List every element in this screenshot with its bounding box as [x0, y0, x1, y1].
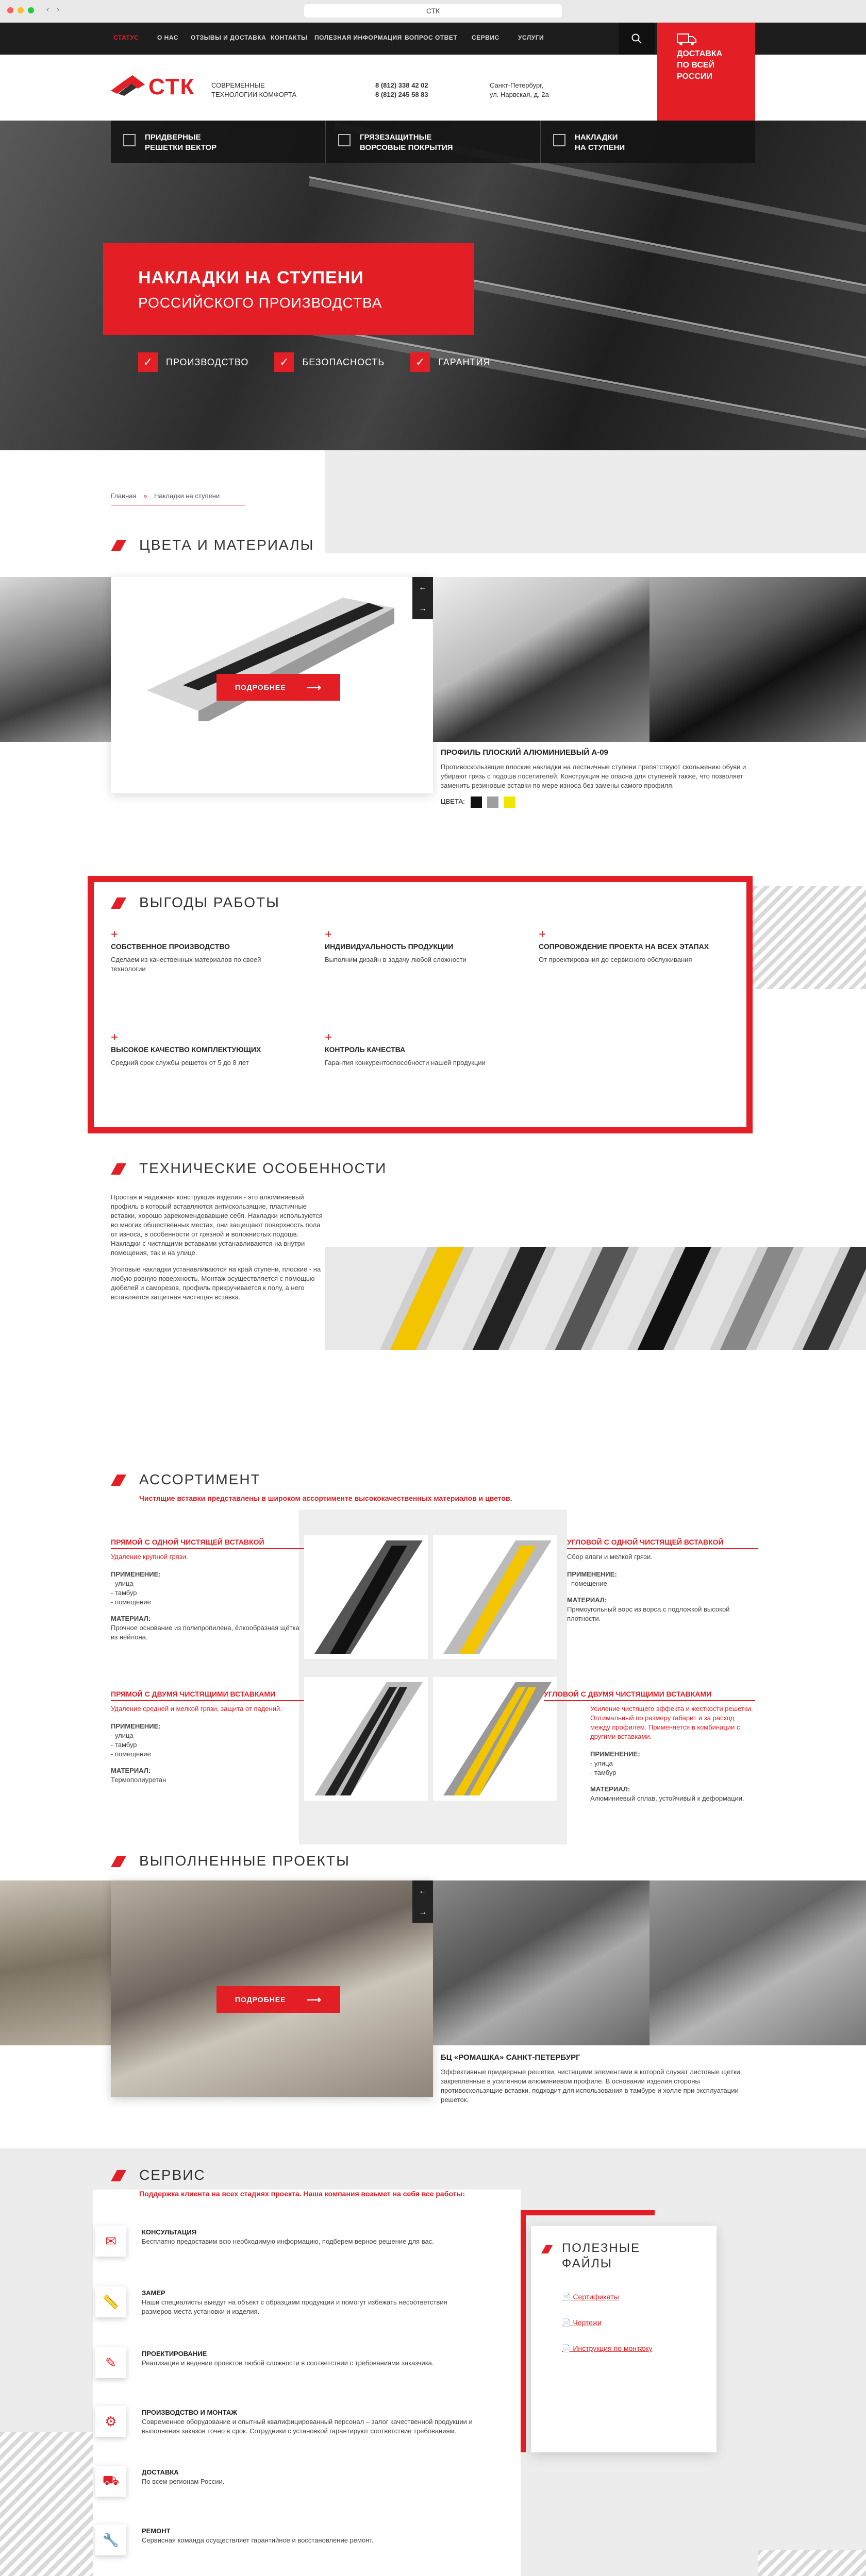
assort-item-right-2	[544, 1690, 755, 1803]
category-nav	[111, 121, 755, 163]
service-item-text: Современное оборудование и опытный квалифицированный персонал – залог качественной продукции и выполнения заказов точно в срок. Сотрудники с установкой гарантируют соответствие требованиям.	[142, 2418, 473, 2435]
close-window-icon[interactable]	[7, 7, 13, 13]
nav-item-info[interactable]: ПОЛЕЗНАЯ ИНФОРМАЦИЯ	[314, 34, 402, 41]
search-button[interactable]	[619, 23, 655, 55]
arrow-left-icon[interactable]: ←	[419, 583, 427, 592]
truck-icon	[677, 32, 697, 46]
assort-title: АССОРТИМЕНТ	[139, 1471, 261, 1487]
nav-item-contacts[interactable]: КОНТАКТЫ	[271, 34, 308, 41]
header-city: Санкт-Петербург,	[490, 81, 543, 89]
check-icon: ✓	[274, 352, 294, 372]
check-icon: ✓	[410, 352, 430, 372]
assort-item-title: ПРЯМОЙ С ОДНОЙ ЧИСТЯЩЕЙ ВСТАВКОЙ	[111, 1538, 307, 1549]
maximize-window-icon[interactable]	[28, 7, 34, 13]
assort-item-title: УГЛОВОЙ С ОДНОЙ ЧИСТЯЩЕЙ ВСТАВКОЙ	[567, 1538, 758, 1549]
benefits-title: ВЫГОДЫ РАБОТЫ	[139, 894, 280, 910]
benefit-title: СОПРОВОЖДЕНИЕ ПРОЕКТА НА ВСЕХ ЭТАПАХ	[539, 942, 709, 951]
service-item-title: ЗАМЕР	[142, 2289, 165, 2297]
assort-item-mat-label: МАТЕРИАЛ:	[111, 1615, 151, 1622]
nav-item-status[interactable]: СТАТУС	[113, 34, 139, 41]
benefit-text: Выполним дизайн в задачу любой сложности	[325, 956, 467, 963]
details-button[interactable]	[216, 674, 340, 701]
hatch-decoration	[758, 2550, 866, 2576]
profiles-photo	[325, 1247, 866, 1350]
arrow-right-icon[interactable]: →	[419, 604, 427, 613]
product-thumb[interactable]	[433, 1677, 557, 1801]
product-image[interactable]	[433, 577, 649, 742]
breadcrumb-current: Накладки на ступени	[154, 492, 220, 500]
delivery-badge	[657, 23, 755, 121]
service-card	[93, 2190, 521, 2576]
benefit-item	[111, 1030, 276, 1067]
service-item-text: Наши специалисты выедут на объект с образцами продукции и помогут избежать несоответствия размеров места установки и изделия.	[142, 2298, 447, 2315]
category-coverings-line2: ВОРСОВЫЕ ПОКРЫТИЯ	[360, 143, 453, 152]
feature-safety	[274, 352, 385, 372]
assort-item-right-1	[567, 1538, 758, 1623]
file-link-label: Инструкция по монтажу	[573, 2344, 653, 2352]
hero-features	[138, 352, 491, 372]
benefit-title: СОБСТВЕННОЕ ПРОИЗВОДСТВО	[111, 942, 230, 951]
assort-item-mat-label: МАТЕРИАЛ:	[111, 1767, 151, 1774]
details-button-label: ПОДРОБНЕЕ	[235, 683, 286, 691]
service-item-text: Реализация и ведение проектов любой сложности в соответствии с требованиями заказчика.	[142, 2359, 434, 2367]
plus-icon: +	[325, 927, 332, 941]
section-marker-icon	[111, 1856, 126, 1867]
benefit-title: ИНДИВИДУАЛЬНОСТЬ ПРОДУКЦИИ	[325, 942, 454, 951]
assort-item-app-list: - улица - тамбур - помещение	[111, 1580, 151, 1606]
breadcrumb-separator: »	[143, 492, 147, 500]
category-grates[interactable]	[111, 121, 326, 163]
nav-item-services[interactable]: УСЛУГИ	[518, 34, 544, 41]
benefits-grid	[111, 927, 729, 1113]
plus-icon: +	[111, 927, 119, 941]
assort-item-left-1	[111, 1538, 307, 1642]
assort-item-app-list: - улица - тамбур - помещение	[111, 1732, 151, 1758]
files-title-line1: ПОЛЕЗНЫЕ	[562, 2241, 640, 2255]
carousel-controls	[412, 577, 433, 619]
stairs-icon	[553, 134, 565, 146]
service-item-text: Бесплатно предоставим всю необходимую информацию, подберем верное решение для вас.	[142, 2238, 434, 2245]
service-item-title: ПРОИЗВОДСТВО И МОНТАЖ	[142, 2409, 238, 2416]
assort-item-title: ПРЯМОЙ С ДВУМЯ ЧИСТЯЩИМИ ВСТАВКАМИ	[111, 1690, 307, 1701]
featured-product-card	[111, 577, 433, 793]
file-link-instructions[interactable]: 📄 Инструкция по монтажу	[562, 2344, 653, 2352]
delivery-line-3: РОССИИ	[677, 72, 713, 81]
file-link-label: Сертификаты	[573, 2293, 619, 2301]
aluminium-profile-image	[126, 587, 415, 721]
feature-label: ПРОИЗВОДСТВО	[166, 357, 249, 367]
project-image[interactable]	[649, 1880, 866, 2045]
assort-item-app-list: - помещение	[567, 1580, 607, 1587]
breadcrumb-home[interactable]: Главная	[111, 492, 137, 500]
project-image[interactable]	[433, 1880, 649, 2045]
assort-item-app-label: ПРИМЕНЕНИЕ:	[111, 1722, 161, 1730]
hero-title-box	[103, 243, 474, 335]
hatch-decoration	[0, 2432, 93, 2576]
service-item-text: По всем регионам России.	[142, 2478, 225, 2485]
product-description: Противоскользящие плоские накладки на лестничные ступени препятствуют скольжению обуви и убирают грязь с подошв посетителей. Конструкция не опасна для ступеней также, что позволяет заменить резиновые вставки по мере износа без замены самого профиля.	[441, 763, 746, 789]
nav-item-faq[interactable]: ВОПРОС ОТВЕТ	[405, 34, 458, 41]
plus-icon: +	[111, 1030, 119, 1044]
feature-label: БЕЗОПАСНОСТЬ	[302, 357, 385, 367]
projects-title: ВЫПОЛНЕННЫЕ ПРОЕКТЫ	[139, 1853, 350, 1869]
benefit-item	[539, 927, 714, 964]
assort-item-mat-text: Прочное основание из полипропилена, ёлкообразная щётка из нейлона.	[111, 1624, 299, 1641]
section-marker-icon	[111, 1475, 126, 1486]
arrow-right-icon: ⟶	[306, 682, 322, 693]
featured-project-image	[111, 1880, 433, 2097]
section-marker-icon	[111, 540, 126, 551]
tagline-line-2: ТЕХНОЛОГИИ КОМФОРТА	[211, 91, 297, 98]
carpet-icon	[338, 134, 351, 146]
project-image[interactable]	[0, 1880, 111, 2045]
header-phone-2[interactable]: 8 (812) 245 58 83	[375, 91, 428, 98]
grate-icon	[123, 134, 136, 146]
tech-paragraph-1: Простая и надежная конструкция изделия - это алюминиевый профиль в который вставляются антискользящие, пластичные вставки, хорошо зарекомендовавшие себя. Накладки используются во многих общественных местах, они защищают поверхность пола от износа, в особенности от грязной и волокнистых подошв. Накладки с чистящими вставками устанавливаются на внутри помещения, так и на улице.	[111, 1193, 323, 1257]
category-grates-line1: ПРИДВЕРНЫЕ	[145, 133, 201, 142]
header-phone-1[interactable]: 8 (812) 338 42 02	[375, 81, 428, 89]
factory-icon: ⚙	[95, 2406, 126, 2437]
service-item-title: КОНСУЛЬТАЦИЯ	[142, 2228, 197, 2236]
hero-subtitle: РОССИЙСКОГО ПРОИЗВОДСТВА	[138, 295, 382, 311]
nav-item-service[interactable]: СЕРВИС	[472, 34, 499, 41]
swatch-black[interactable]	[471, 796, 482, 808]
tagline-line-1: СОВРЕМЕННЫЕ	[211, 81, 265, 89]
category-stair-line2: НА СТУПЕНИ	[575, 143, 625, 152]
product-info	[441, 748, 750, 808]
service-item-title: ДОСТАВКА	[142, 2468, 179, 2476]
assort-item-app-label: ПРИМЕНЕНИЕ:	[111, 1570, 161, 1578]
search-icon	[631, 33, 642, 44]
forward-arrow-icon[interactable]: ›	[57, 5, 60, 14]
tech-title: ТЕХНИЧЕСКИЕ ОСОБЕННОСТИ	[139, 1160, 387, 1176]
browser-chrome	[0, 0, 866, 23]
chat-icon: ✉	[95, 2226, 126, 2257]
tech-text	[111, 1193, 327, 1302]
address-bar[interactable]: СТК	[304, 4, 562, 18]
category-stair-line1: НАКЛАДКИ	[575, 133, 618, 142]
feature-guarantee	[410, 352, 490, 372]
benefit-title: КОНТРОЛЬ КАЧЕСТВА	[325, 1045, 406, 1054]
hatch-decoration	[753, 886, 866, 989]
feature-label: ГАРАНТИЯ	[438, 357, 491, 367]
service-item-title: ПРОЕКТИРОВАНИЕ	[142, 2350, 207, 2358]
product-thumb[interactable]	[304, 1677, 428, 1801]
colors-carousel	[0, 577, 866, 742]
header-address: ул. Нарвская, д. 2а	[490, 91, 549, 98]
assort-item-subtitle: Удаление крупной грязи.	[111, 1553, 188, 1561]
benefit-item	[325, 1030, 490, 1067]
assort-item-subtitle: Усиление чистящего эффекта и жесткости решетки. Оптимальный по размеру габарит и за расход между профилем. Применяется в комбинации с другими вставками.	[590, 1705, 753, 1740]
assort-item-mat-text: Термополиуретан	[111, 1776, 166, 1784]
plus-icon: +	[539, 927, 546, 941]
hero	[0, 121, 866, 450]
project-details-label: ПОДРОБНЕЕ	[235, 1995, 286, 2004]
benefit-text: От проектирования до сервисного обслуживания	[539, 956, 692, 963]
product-image[interactable]	[0, 577, 111, 742]
assort-item-left-2	[111, 1690, 307, 1785]
breadcrumb	[111, 492, 245, 505]
plus-icon: +	[325, 1030, 332, 1044]
tech-image	[325, 1247, 866, 1350]
product-title: ПРОФИЛЬ ПЛОСКИЙ АЛЮМИНИЕВЫЙ А-09	[441, 748, 608, 757]
assort-item-app-list: - улица - тамбур	[590, 1759, 617, 1776]
product-image[interactable]	[649, 577, 866, 742]
nav-item-reviews[interactable]: ОТЗЫВЫ И ДОСТАВКА	[191, 34, 267, 41]
feature-production	[138, 352, 248, 372]
arrow-left-icon[interactable]: ←	[419, 1887, 427, 1895]
arrow-right-icon: ⟶	[306, 1994, 322, 2006]
benefit-title: ВЫСОКОЕ КАЧЕСТВО КОМПЛЕКТУЮЩИХ	[111, 1045, 261, 1054]
ruler-icon: 📏	[95, 2286, 126, 2317]
swatch-yellow[interactable]	[504, 796, 515, 808]
assort-item-subtitle: Удаление средней и мелкой грязи, защита от падений.	[111, 1705, 282, 1713]
service-item-title: РЕМОНТ	[142, 2527, 171, 2535]
file-link-certificates[interactable]: 📄 Сертификаты	[562, 2293, 619, 2301]
assort-item-subtitle: Сбор влаги и мелкой грязи.	[567, 1553, 653, 1561]
blueprint-icon: ✎	[95, 2347, 126, 2378]
assort-item-mat-label: МАТЕРИАЛ:	[590, 1785, 630, 1793]
service-subtitle: Поддержка клиента на всех стадиях проекта. Наша компания возьмет на себя все работы:	[139, 2190, 465, 2198]
hero-title: НАКЛАДКИ НА СТУПЕНИ	[138, 268, 364, 287]
colors-title: ЦВЕТА И МАТЕРИАЛЫ	[139, 537, 314, 553]
file-link-label: Чертежи	[573, 2318, 602, 2327]
arrow-right-icon[interactable]: →	[419, 1908, 427, 1917]
logo-text: СТК	[148, 74, 195, 99]
file-link-drawings[interactable]: 📄 Чертежи	[562, 2318, 602, 2327]
category-coverings[interactable]	[326, 121, 541, 163]
wrench-icon: 🔧	[95, 2524, 126, 2555]
category-stair-nosings[interactable]	[541, 121, 755, 163]
useful-files-card	[531, 2226, 717, 2452]
logo-icon[interactable]	[111, 75, 145, 98]
delivery-truck-icon: ⛟	[95, 2466, 126, 2497]
category-coverings-line1: ГРЯЗЕЗАЩИТНЫЕ	[360, 133, 432, 142]
assort-item-title: УГЛОВОЙ С ДВУМЯ ЧИСТЯЩИМИ ВСТАВКАМИ	[544, 1690, 755, 1701]
benefit-text: Сделаем из качественных материалов по своей технологии	[111, 956, 261, 973]
color-swatches	[441, 796, 750, 808]
assort-item-mat-text: Прямоугольный ворс из ворса с подложкой высокой плотности.	[567, 1605, 730, 1622]
product-thumb[interactable]	[433, 1535, 557, 1659]
projects-carousel	[0, 1880, 866, 2045]
minimize-window-icon[interactable]	[18, 7, 24, 13]
project-info	[441, 2053, 750, 2105]
section-marker-icon	[541, 2245, 553, 2253]
benefit-text: Средний срок службы решеток от 5 до 8 лет	[111, 1059, 249, 1066]
tech-paragraph-2: Уголовые накладки устанавливаются на край ступени, плоские - на любую ровную поверхность. Монтаж осуществляется с помощью дюбелей и саморезов, профиль прикручивается к полу, а него вставляется защитная чистящая вставка.	[111, 1265, 321, 1301]
delivery-line-1: ДОСТАВКА	[677, 49, 723, 58]
delivery-line-2: ПО ВСЕЙ	[677, 61, 715, 70]
assort-item-mat-label: МАТЕРИАЛ:	[567, 1596, 607, 1604]
carousel-controls	[412, 1880, 433, 1923]
service-title: СЕРВИС	[139, 2167, 206, 2183]
project-details-button[interactable]	[216, 1986, 340, 2013]
site-header	[0, 49, 866, 121]
assort-subtitle: Чистящие вставки представлены в широком ассортименте высококачественных материалов и цветов.	[139, 1494, 512, 1502]
product-thumb[interactable]	[304, 1535, 428, 1659]
assort-item-app-label: ПРИМЕНЕНИЕ:	[590, 1750, 640, 1758]
project-description: Эффективные придверные решетки, чистящими элементами в которой служат листовые щетки, закреплённые в усиленном алюминиевом профиле. В основании изделия стороны противоскользящие вставки, подходит для использования в тамбуре и холле при эксплуатации решеток.	[441, 2068, 742, 2104]
swatch-gray[interactable]	[487, 796, 498, 808]
section-marker-icon	[111, 1163, 126, 1175]
nav-item-about[interactable]: О НАС	[157, 34, 178, 41]
benefit-item	[111, 927, 276, 974]
benefit-item	[325, 927, 490, 964]
category-grates-line2: РЕШЕТКИ ВЕКТОР	[145, 143, 217, 152]
files-title-line2: ФАЙЛЫ	[562, 2257, 612, 2270]
service-item-text: Сервисная команда осуществляет гарантийное и восстановление ремонт.	[142, 2536, 374, 2544]
colors-label: ЦВЕТА:	[441, 798, 465, 806]
back-arrow-icon[interactable]: ‹	[46, 5, 49, 14]
assort-item-mat-text: Алюминиевый сплав, устойчивый к деформации.	[590, 1794, 744, 1802]
project-name: БЦ «РОМАШКА» САНКТ-ПЕТЕРБУРГ	[441, 2053, 580, 2062]
benefit-text: Гарантия конкурентоспособности нашей продукции	[325, 1059, 486, 1066]
check-icon: ✓	[138, 352, 158, 372]
assort-item-app-label: ПРИМЕНЕНИЕ:	[567, 1570, 617, 1578]
gray-backdrop	[325, 450, 866, 553]
